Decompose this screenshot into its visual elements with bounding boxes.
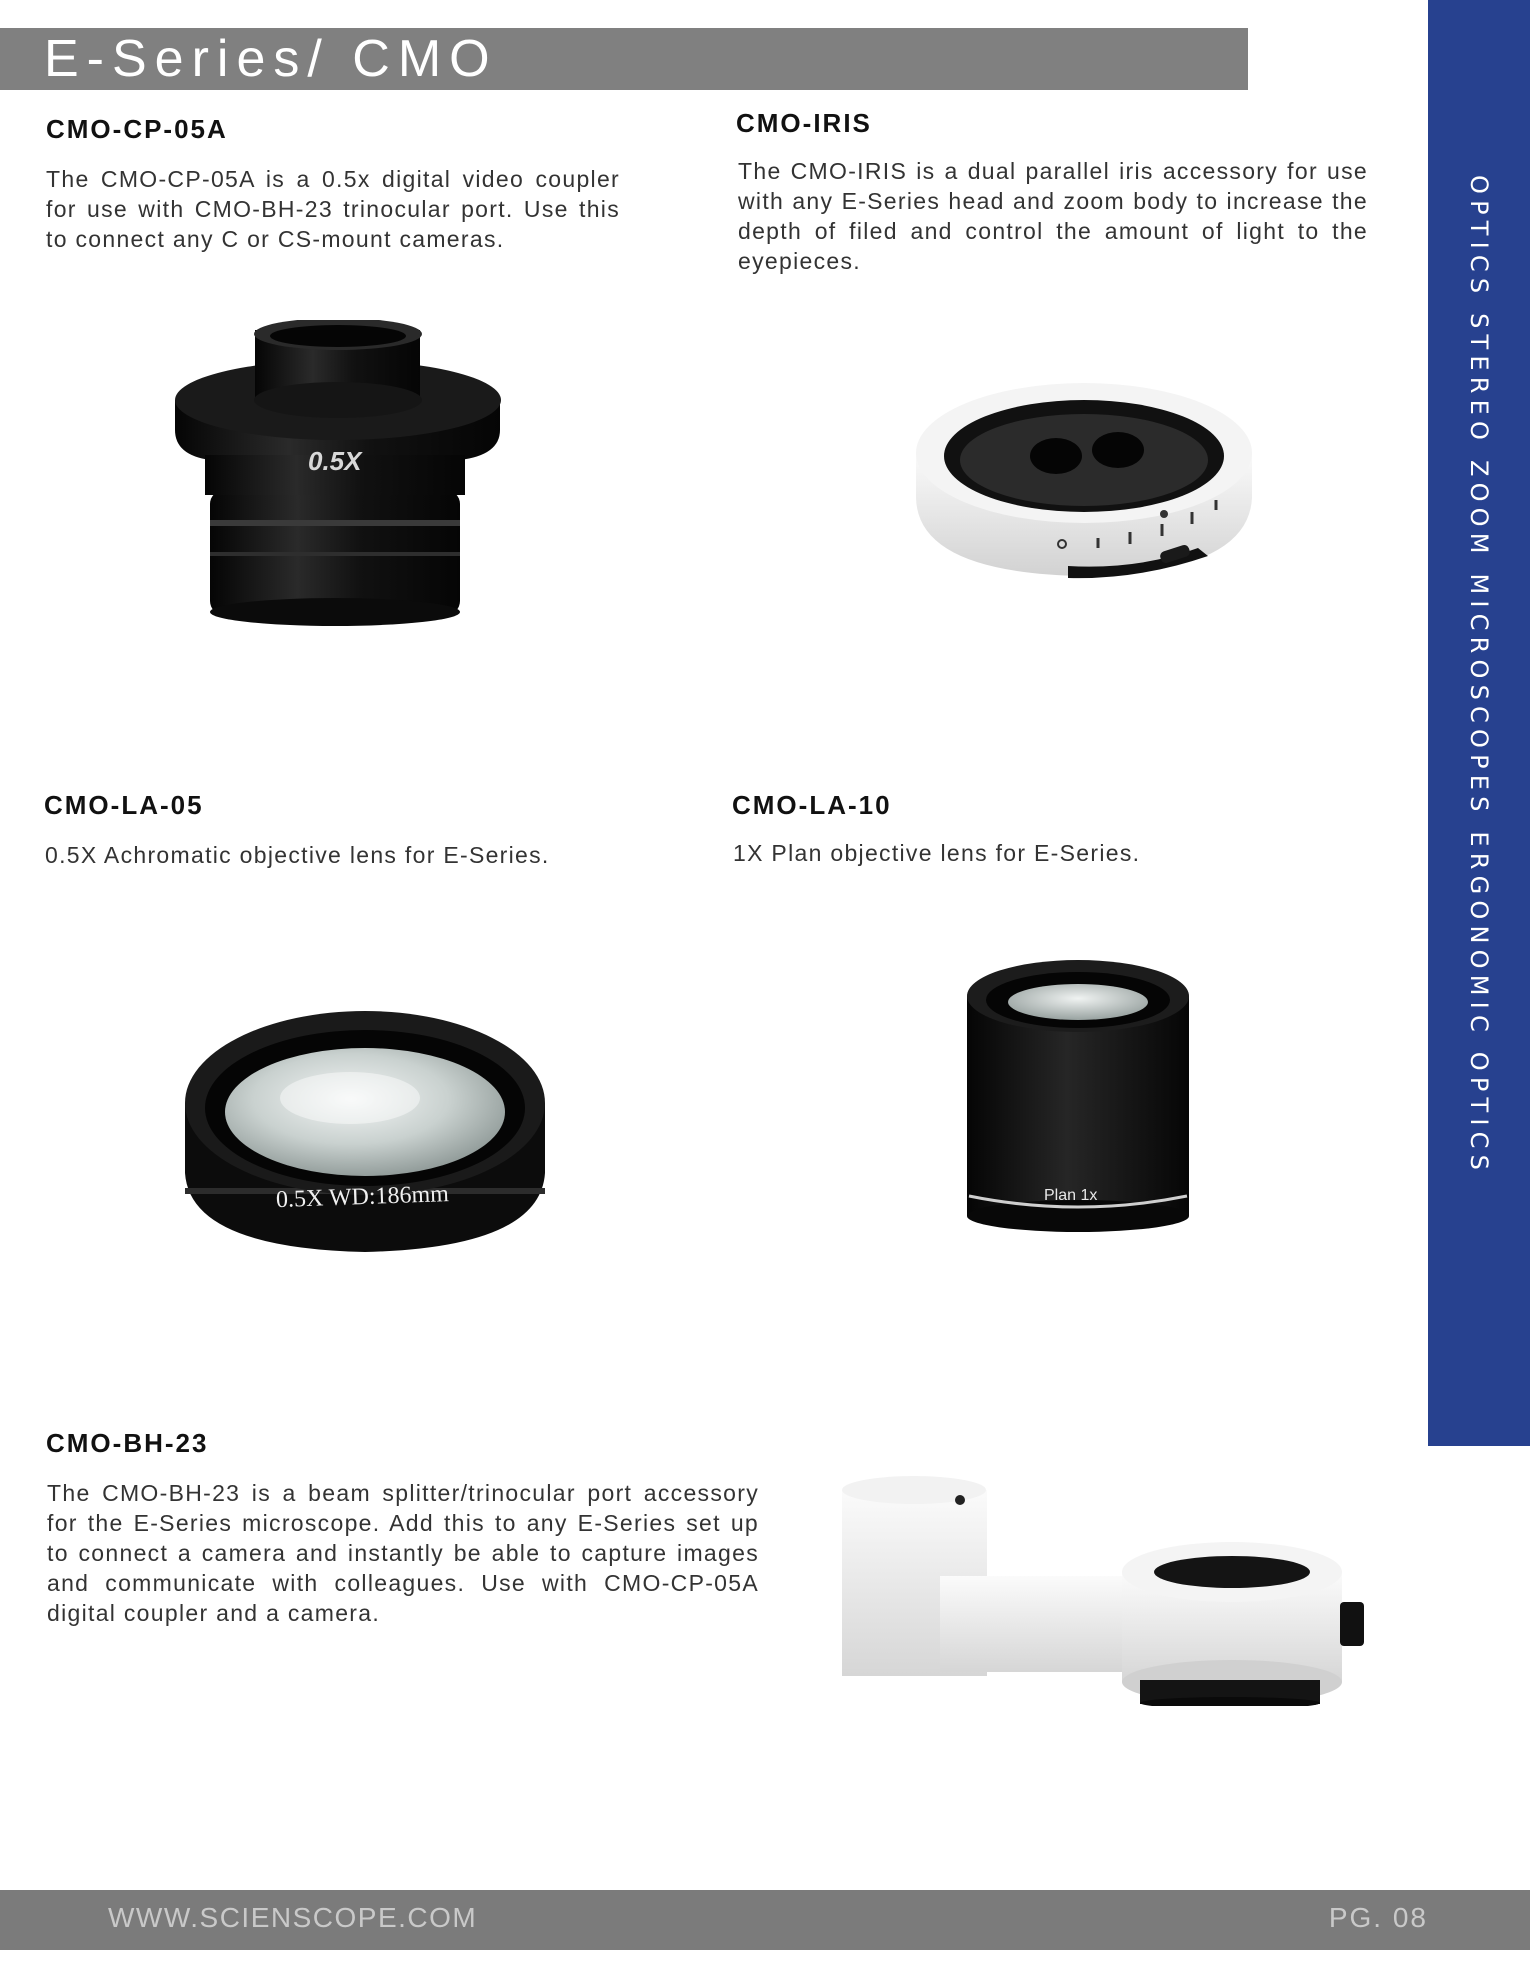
side-band-text: OPTICS STEREO ZOOM MICROSCOPES ERGONOMIC OPTICS xyxy=(1465,175,1493,1177)
objective-lens-05x-image xyxy=(180,1008,550,1256)
footer-bar xyxy=(0,1890,1530,1950)
footer-page-number: PG. 08 xyxy=(1328,1902,1428,1933)
product-code-la10: CMO-LA-10 xyxy=(732,790,892,820)
product-code-la05: CMO-LA-05 xyxy=(44,790,204,820)
product-description-cp05a: The CMO-CP-05A is a 0.5x digital video coupler for use with CMO-BH-23 trinocular port. Use this to connect any C or CS-mount cameras. xyxy=(46,166,620,252)
product-code-bh23: CMO-BH-23 xyxy=(46,1428,209,1458)
footer-website-link[interactable]: WWW.SCIENSCOPE.COM xyxy=(108,1902,478,1933)
product-code-iris: CMO-IRIS xyxy=(736,108,872,138)
page-title: E-Series/ CMO xyxy=(44,30,498,88)
beam-splitter-image xyxy=(840,1476,1380,1706)
la10-image-label: Plan 1x xyxy=(1044,1187,1098,1204)
product-code-cp05a: CMO-CP-05A xyxy=(46,114,228,144)
product-description-la05: 0.5X Achromatic objective lens for E-Series. xyxy=(45,842,550,868)
side-band-text-container xyxy=(1428,0,1530,1446)
objective-lens-1x-image xyxy=(962,956,1194,1236)
product-description-iris: The CMO-IRIS is a dual parallel iris accessory for use with any E-Series head and zoom body to increase the depth of filed and control the amount of light to the eyepieces. xyxy=(738,158,1368,274)
coupler-image-label: 0.5X xyxy=(308,446,362,476)
camera-coupler-image xyxy=(170,320,520,630)
la05-image-label: 0.5X WD:186mm xyxy=(275,1181,450,1214)
product-description-bh23: The CMO-BH-23 is a beam splitter/trinocular port accessory for the E-Series microscope. Add this to any E-Series set up to connect a camera and instantly be able to capture images and communicate with colleagues. Use with CMO-CP-05A digital coupler and a camera. xyxy=(47,1480,759,1626)
product-description-la10: 1X Plan objective lens for E-Series. xyxy=(733,840,1141,866)
title-bar xyxy=(0,28,1248,90)
iris-accessory-image xyxy=(908,378,1258,593)
